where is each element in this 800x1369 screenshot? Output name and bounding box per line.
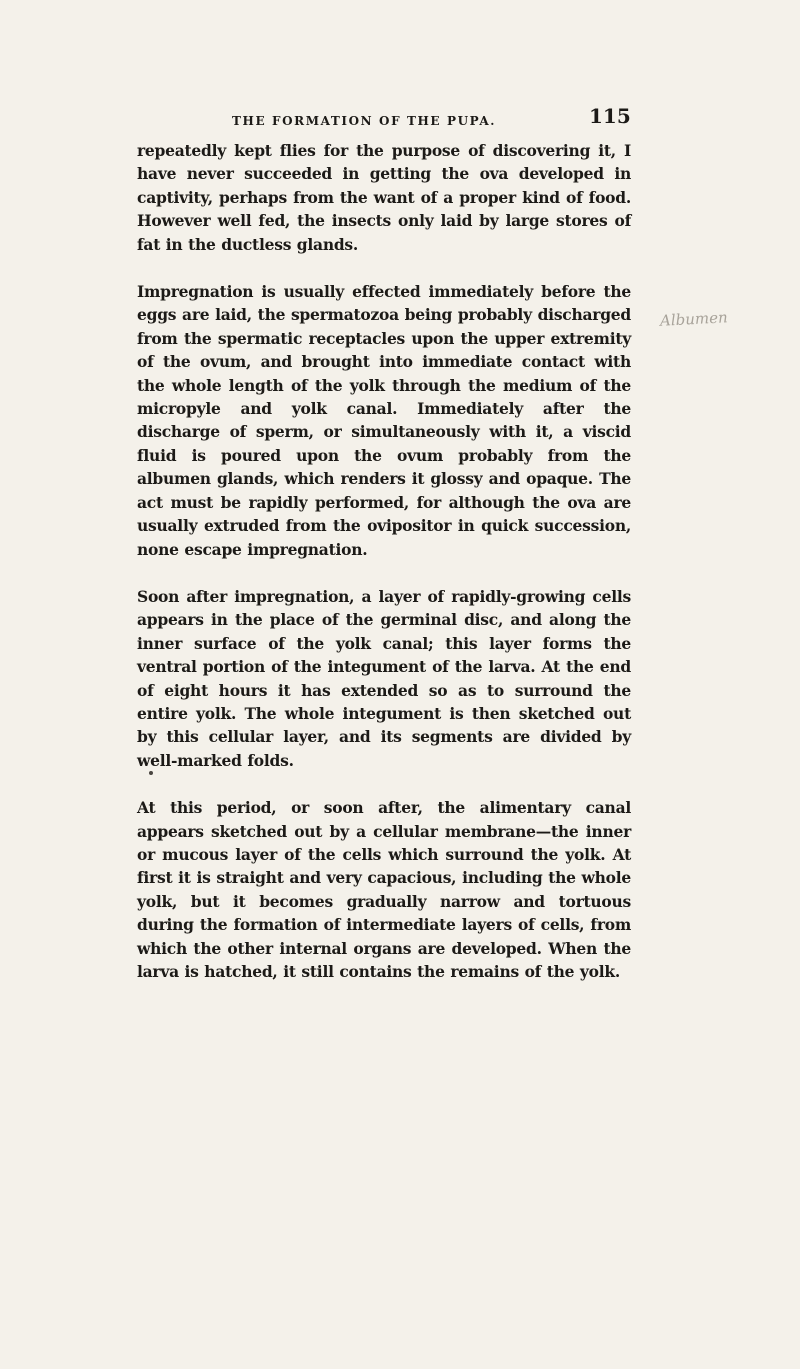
margin-annotation: Albumen xyxy=(659,308,729,330)
paragraph-2: Impregnation is usually effected immediately before the eggs are laid, the spermatozoa being probably discharged from the spermatic receptacles upon the upper extremity of the ovum, and brought into immediate contact with the whole length of the yolk through the medium of the micropyle and yolk canal. Immediately after the discharge of sperm, or simultaneously with it, a viscid fluid is poured upon the ovum probably from the albumen glands, which renders it glossy and opaque. The act must be rapidly performed, for although the ova are usually extruded from the ovipositor in quick succession, none escape impregnation. xyxy=(137,282,631,559)
paragraph-3: Soon after impregnation, a layer of rapidly-growing cells appears in the place of the germinal disc, and along the inner surface of the yolk canal; this layer forms the ventral portion of the integument of the larva. At the end of eight hours it has extended so as to surround the entire yolk. The whole integument is then sketched out by this cellular layer, and its segments are divided by well-marked folds. xyxy=(137,586,631,770)
running-title: THE FORMATION OF THE PUPA. xyxy=(232,114,497,128)
paragraph-1: repeatedly kept flies for the purpose of discovering it, I have never succeeded in getting the ova developed in captivity, perhaps from the want of a proper kind of food. However well fed, the insects only laid by large stores of fat in the ductless glands. xyxy=(137,141,631,254)
running-head xyxy=(0,104,800,134)
body-text xyxy=(137,139,631,983)
paragraph-4: At this period, or soon after, the alimentary canal appears sketched out by a cellular membrane—the inner or mucous layer of the cells which surround the yolk. At first it is straight and very capacious, including the whole yolk, but it becomes gradually narrow and tortuous during the formation of intermediate layers of cells, from which the other internal organs are developed. When the larva is hatched, it still contains the remains of the yolk. xyxy=(137,798,631,981)
page-number: 115 xyxy=(589,104,631,128)
print-speck xyxy=(149,771,153,775)
